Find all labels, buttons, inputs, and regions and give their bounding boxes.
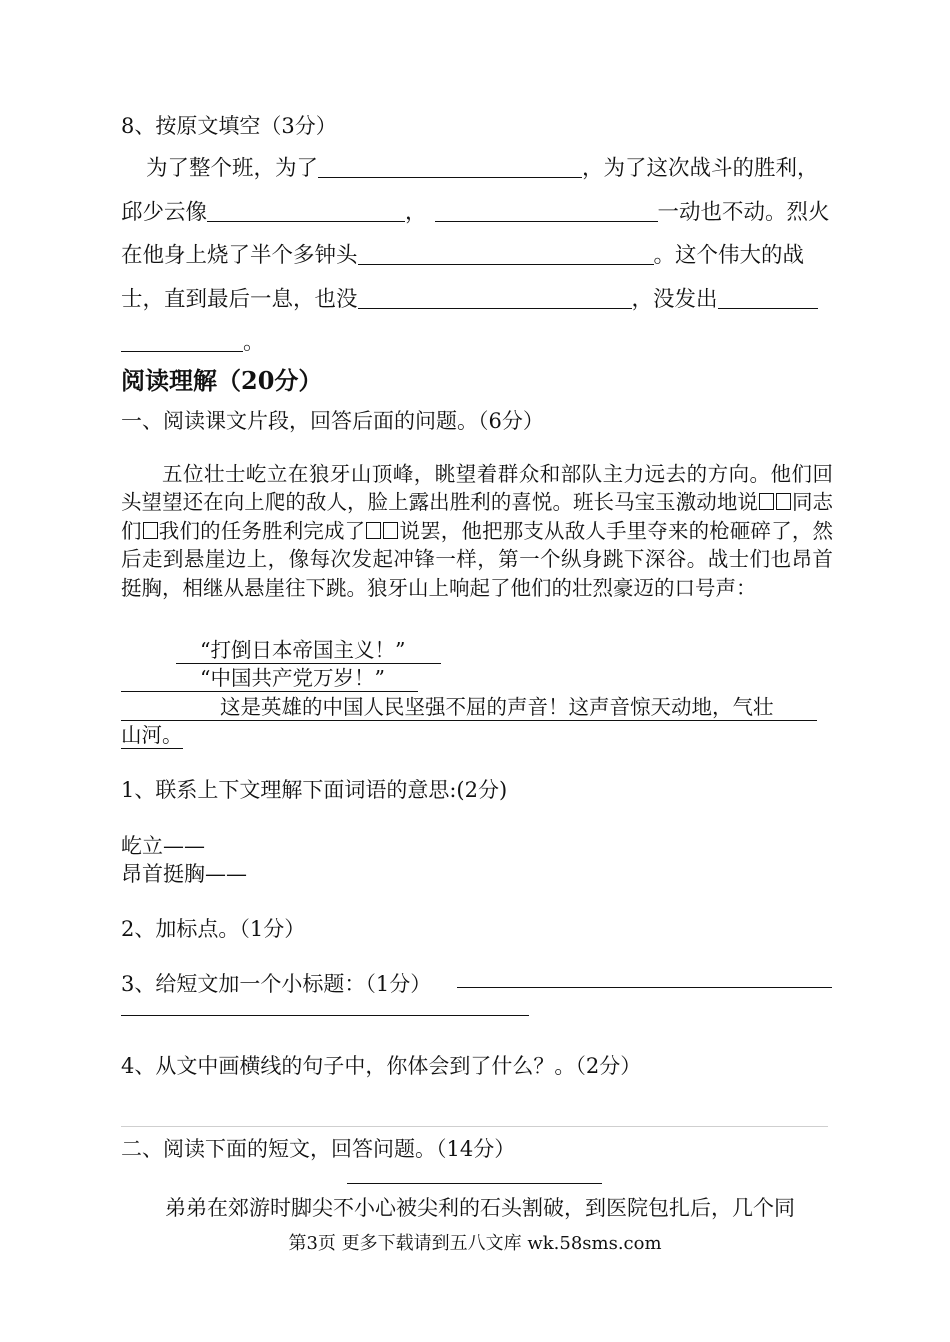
punct-box-1[interactable] (759, 493, 774, 510)
fill-blank-4[interactable] (358, 244, 654, 265)
q8-line-1-text-a: 为了整个班，为了 (146, 156, 319, 181)
q8-line-3 (121, 238, 804, 269)
part1-title: 一、阅读课文片段，回答后面的问题。（6分） (121, 409, 544, 433)
part2-title: 二、阅读下面的短文，回答问题。（14分） (121, 1137, 516, 1161)
q8-title: 8、按原文填空（3分） (121, 114, 337, 138)
fill-blank-3[interactable] (435, 201, 658, 222)
question-1-word-1: 屹立—— (121, 834, 205, 858)
fill-blank-6-cont[interactable] (121, 331, 243, 352)
section-divider (121, 1126, 828, 1127)
punct-box-5[interactable] (383, 522, 398, 539)
passage-mid-2: 我们的任务胜利完成了 (158, 518, 366, 543)
question-2: 2、加标点。（1分） (121, 917, 306, 941)
answer-line-q3-a[interactable] (457, 987, 832, 988)
underlined-sentence-2: 山河。 (121, 718, 183, 749)
q8-line-2-text-c: 一动也不动。烈火 (657, 200, 830, 225)
page-footer: 第3页 更多下载请到五八文库 wk.58sms.com (288, 1233, 662, 1254)
question-4: 4、从文中画横线的句子中，你体会到了什么？。（2分） (121, 1054, 642, 1078)
q8-line-5-end: 。 (243, 330, 265, 355)
title-blank-line[interactable] (347, 1183, 602, 1184)
q8-line-3-text-b: 。这个伟大的战 (653, 243, 805, 268)
q8-line-1 (146, 151, 819, 182)
punct-box-2[interactable] (776, 493, 791, 510)
q8-line-1-text-b: ，为了这次战斗的胜利， (582, 156, 819, 181)
slogan-2: “中国共产党万岁！” (121, 661, 418, 692)
q8-line-2-text-a: 邱少云像 (121, 200, 208, 225)
reading-heading: 阅读理解（20分） (121, 366, 323, 395)
question-1: 1、联系上下文理解下面词语的意思:(2分) (121, 778, 508, 802)
part2-first-line: 弟弟在郊游时脚尖不小心被尖利的石头割破，到医院包扎后，几个同 (165, 1196, 795, 1220)
q8-line-3-text-a: 在他身上烧了半个多钟头 (121, 243, 358, 268)
slogan-1: “打倒日本帝国主义！” (176, 633, 441, 664)
answer-line-q3-b[interactable] (121, 1015, 529, 1016)
fill-blank-6[interactable] (718, 288, 818, 309)
passage-lead: 五位壮士屹立在狼牙山顶峰，眺望着群众和部队主力远去的方向。他们回头望望还在向上爬的敌人，脸上露出胜利的喜悦。班长马宝玉激动地说 (121, 462, 833, 515)
question-1-word-2: 昂首挺胸—— (121, 862, 247, 886)
punct-box-3[interactable] (143, 522, 158, 539)
fill-blank-2[interactable] (207, 201, 405, 222)
q8-line-4-text-b: ，没发出 (631, 287, 718, 312)
passage-tail: 说罢，他把那支从敌人手里夺来的枪砸碎了，然后走到悬崖边上，像每次发起冲锋一样，第一个纵身跳下深谷。战士们也昂首挺胸，相继从悬崖往下跳。狼牙山上响起了他们的壮烈豪迈的口号声： (121, 518, 834, 600)
passage-paragraph (121, 460, 833, 602)
punct-box-4[interactable] (366, 522, 381, 539)
q8-line-4 (121, 282, 818, 313)
question-3: 3、给短文加一个小标题：（1分） (121, 972, 432, 996)
q8-line-2-text-b: ， (405, 200, 427, 225)
passage-mid-1: 同志们 (121, 490, 834, 543)
q8-line-4-text-a: 士，直到最后一息，也没 (121, 287, 358, 312)
underlined-sentence-1: 这是英雄的中国人民坚强不屈的声音！这声音惊天动地，气壮 (121, 690, 817, 721)
fill-blank-1[interactable] (318, 157, 582, 178)
fill-blank-5[interactable] (358, 288, 632, 309)
q8-line-5 (121, 325, 265, 356)
q8-line-2 (121, 195, 830, 226)
